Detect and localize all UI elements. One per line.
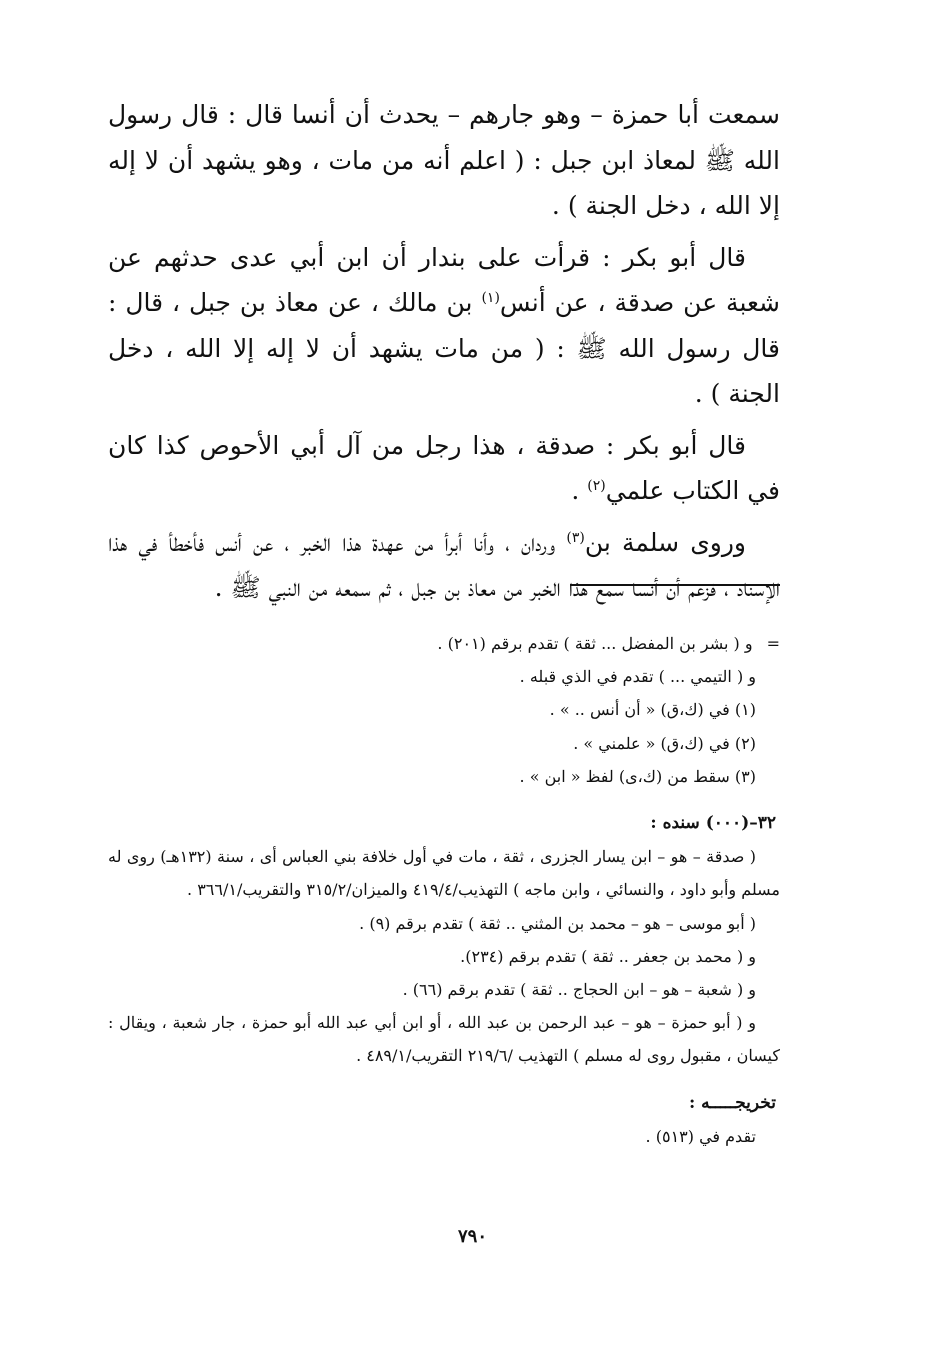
- paragraph-2-text-b: بن مالك ، عن معاذ بن جبل ، قال : قال رسول الله ﷺ : ( من مات يشهد أن لا إله إلا الله ، دخل الجنة ) .: [108, 288, 780, 408]
- isnad-line-3: ( أبو موسى – هو – محمد بن المثني .. ثقة ) تقدم برقم (٩) .: [359, 913, 756, 933]
- paragraph-3-text-a: قال أبو بكر : صدقة ، هذا رجل من آل أبي الأحوص كذا كان في الكتاب علمي: [108, 430, 780, 505]
- paragraph-2-text-a: قال أبو بكر : قرأت على بندار أن ابن أبي عدى حدثهم عن شعبة عن صدقة ، عن أنس: [108, 242, 780, 317]
- footnote-1: (١) في (ك،ق) « أن أنس .. » .: [549, 700, 756, 720]
- isnad-line-6: و ( أبو حمزة – هو – عبد الرحمن بن عبد الله ، أو ابن أبي عبد الله أبو حمزة ، جار شعبة ، ويقال :: [108, 1013, 756, 1033]
- isnad-line-4: و ( محمد بن جعفر .. ثقة ) تقدم برقم (٢٣٤).: [460, 946, 756, 966]
- main-text: [108, 92, 780, 617]
- footnote-ref-1: (١): [481, 290, 500, 306]
- isnad-line-7: كيسان ، مقبول روى له مسلم ) التهذيب /٢١٩/٦ التقريب/٤٨٩/١ .: [356, 1046, 780, 1066]
- paragraph-4: [108, 520, 780, 611]
- footnote-ref-3: (٣): [566, 529, 585, 546]
- footnote-cont-1: و ( بشر بن المفضل ... ثقة ) تقدم برقم (٢٠١) .: [437, 634, 753, 653]
- takhrij-text: تقدم في (٥١٣) .: [645, 1126, 756, 1146]
- footnote-ref-2: (٢): [587, 478, 606, 494]
- paragraph-3-text-b: .: [571, 476, 588, 505]
- takhrij-heading: تخريجـــــه :: [688, 1092, 776, 1113]
- footnote-3: (٣) سقط من (ك،ى) لفظ « ابن » .: [519, 766, 756, 786]
- footnotes-area: [108, 627, 780, 1153]
- isnad-line-1: ( صدقة – هو – ابن يسار الجزرى ، ثقة ، مات في أول خلافة بني العباس أى ، سنة (١٣٢هـ) روى له: [108, 847, 757, 867]
- paragraph-4-text-a: وروى سلمة بن: [584, 527, 747, 557]
- continuation-marker: =: [766, 634, 780, 653]
- isnad-heading: ٣٢–(٠٠٠) سنده :: [650, 813, 776, 834]
- paragraph-1-text: سمعت أبا حمزة – وهو جارهم – يحدث أن أنسا قال : قال رسول الله ﷺ لمعاذ ابن جبل : ( اعلم أنه من مات ، وهو يشهد أن لا إله إلا الله ، دخل الجنة ) .: [108, 100, 780, 220]
- paragraph-4-text-b: وردان ، وأنا أبرأ من عهدة هذا الخبر ، عن أنس فأخطأ في هذا الإسناد ، فزعم أن أنسا سمع هذا الخبر من معاذ بن جبل ، ثم سمعه من النبي ﷺ .: [108, 527, 780, 602]
- paragraph-1: [108, 92, 780, 229]
- paragraph-2: [108, 235, 780, 417]
- footnote-continuation-line: [108, 627, 780, 660]
- footnote-separator: [570, 584, 780, 586]
- isnad-line-5: و ( شعبة – هو – ابن الحجاج .. ثقة ) تقدم برقم (٦٦) .: [402, 980, 756, 1000]
- footnote-2: (٢) في (ك،ق) « علمني » .: [573, 733, 756, 753]
- page-number: ٧٩٠: [457, 1226, 487, 1247]
- paragraph-3: [108, 423, 780, 514]
- footnote-cont-2: و ( التيمي ... ) تقدم في الذي قبله .: [519, 667, 756, 687]
- isnad-line-2: مسلم وأبو داود ، والنسائي ، وابن ماجه ) التهذيب/٤١٩/٤ والميزان/٣١٥/٢ والتقريب/٣٦٦/١ .: [187, 880, 780, 900]
